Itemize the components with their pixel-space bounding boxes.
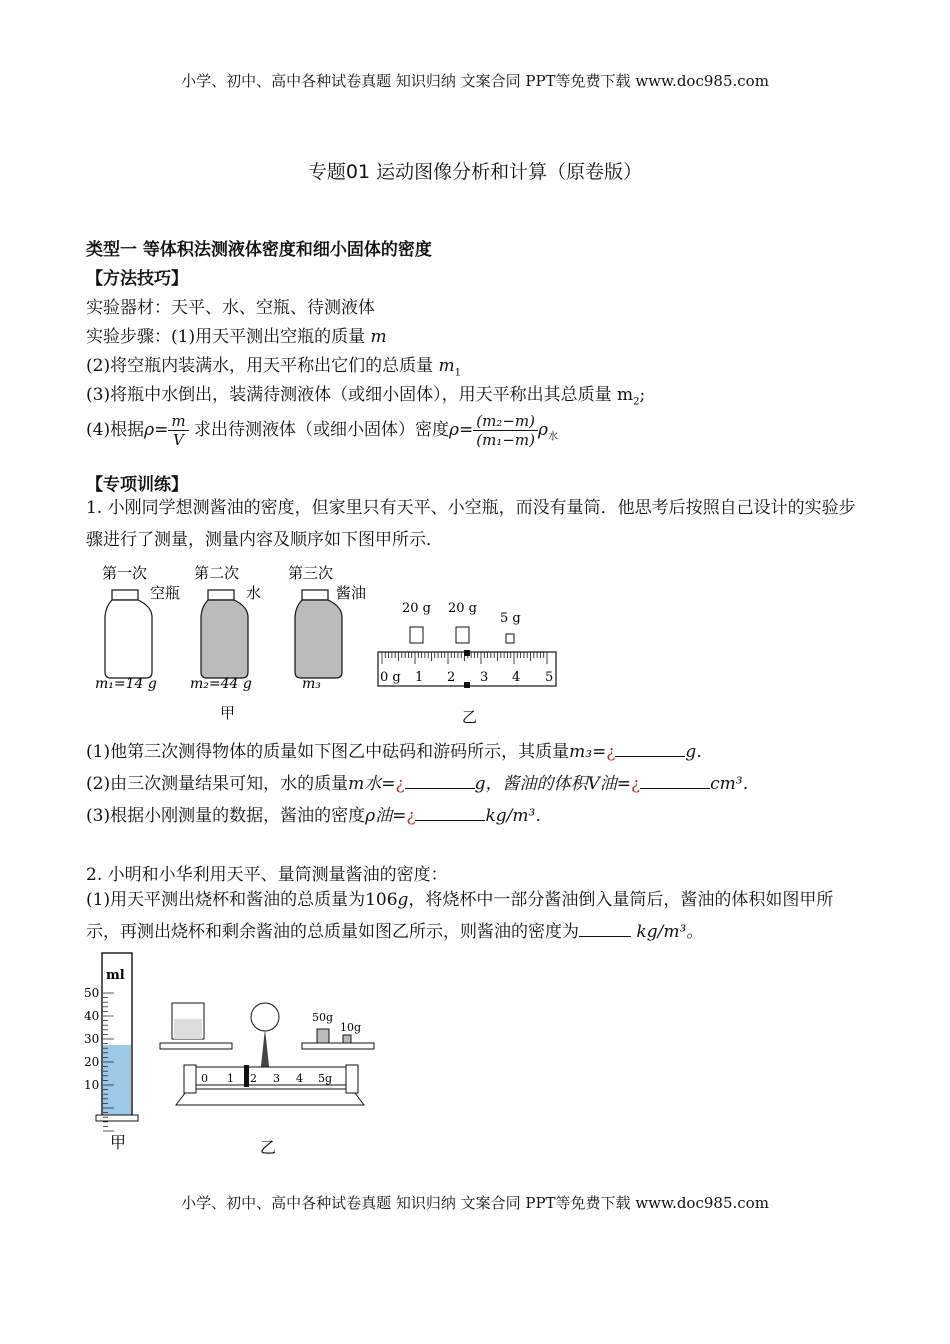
step4-mid: 求出待测液体（或细小固体）密度: [193, 420, 449, 440]
fig1-mass-1: m₁=14 g: [95, 676, 157, 692]
step4-frac-num: m: [168, 412, 188, 431]
step4-density-fraction: [473, 412, 538, 449]
fig2-rider: [244, 1065, 249, 1087]
section-heading: 类型一 等体积法测液体密度和细小固体的密度: [86, 240, 432, 260]
bottle-soy: [288, 564, 366, 692]
step4-fraction: [168, 412, 188, 449]
q1-sub2-mark: ¿: [395, 774, 405, 794]
q2-figure: [84, 945, 384, 1160]
step2-text: (2)将空瓶内装满水，用天平称出它们的总质量: [86, 356, 434, 376]
q1-sub2-var2: V油=: [587, 774, 632, 794]
step4-rho: ρ=: [144, 420, 169, 440]
fig1-bottle-label-1: 空瓶: [150, 584, 181, 602]
scale-tick-3: 3: [480, 670, 489, 685]
q2-sub1-unit: kg/m³。: [636, 922, 704, 942]
q1-sub2-unit2: cm³．: [710, 774, 760, 794]
q1-sub1: [86, 737, 713, 762]
page-header: 小学、初中、高中各种试卷真题 知识归纳 文案合同 PPT等免费下载 www.doc985.com: [181, 72, 769, 90]
graduated-cylinder: [84, 953, 138, 1152]
q1-sub2-blank-1[interactable]: [405, 774, 475, 789]
step4-rho2: ρ=: [448, 420, 474, 440]
q2-sub1-blank[interactable]: [579, 922, 631, 937]
fig1-mass-3: m₃: [302, 676, 321, 692]
fig2-scale-3: 3: [273, 1072, 280, 1085]
scale-tick-1: 1: [415, 670, 424, 685]
step1-var: m: [370, 327, 387, 347]
q1-sub2-mark2: ¿: [631, 774, 641, 794]
method-step2: [86, 351, 461, 378]
balance: [160, 1003, 374, 1157]
q1-sub3-text: (3)根据小刚测量的数据，酱油的密度: [86, 806, 366, 826]
bottle-empty: [95, 564, 180, 692]
cyl-tick-30: 30: [84, 1032, 100, 1046]
fig1-mass-2: m₂=44 g: [190, 676, 252, 692]
q1-stem: 1. 小刚同学想测酱油的密度，但家里只有天平、小空瓶，而没有量筒．他思考后按照自己设计的实验步骤进行了测量，测量内容及顺序如下图甲所示．: [86, 498, 856, 550]
q1-sub2: [86, 769, 760, 794]
fig1-bottle-label-3: 酱油: [336, 584, 367, 602]
q1-sub2-unit: g，酱油的体积: [474, 774, 588, 794]
rider-bottom: [464, 682, 470, 688]
q1-sub3-mark: ¿: [406, 806, 416, 826]
fig2-weight-50: 50g: [312, 1011, 334, 1024]
fig1-bottle-label-2: 水: [246, 584, 262, 602]
step4-den: (m₁−m): [476, 431, 535, 449]
q2-sub1-g: g: [397, 890, 409, 910]
rider-top: [464, 650, 470, 656]
fig1-weight-2: 20 g: [448, 601, 477, 616]
method-equipment: 实验器材：天平、水、空瓶、待测液体: [86, 298, 375, 318]
scale-tick-5: 5: [545, 670, 554, 685]
step3-sub: 2: [633, 396, 640, 408]
training-heading: 【专项训练】: [86, 475, 188, 495]
q1-sub1-text: (1)他第三次测得物体的质量如下图乙中砝码和游码所示，其质量: [86, 742, 570, 762]
fig2-scale-0: 0: [201, 1072, 208, 1085]
fig2-caption-left: 甲: [110, 1133, 127, 1152]
fig1-weight-3: 5 g: [500, 611, 521, 626]
cyl-tick-20: 20: [84, 1055, 100, 1069]
fig1-weight-1: 20 g: [402, 601, 431, 616]
step3-end: ;: [639, 385, 646, 405]
weight-20g-a: [410, 627, 423, 643]
fig2-scale-1: 1: [227, 1072, 234, 1085]
step4-tail-sub: 水: [547, 431, 558, 443]
fig1-label-2: 第二次: [194, 564, 240, 582]
step4-frac-den: V: [173, 431, 184, 449]
step4-prefix: (4)根据: [86, 420, 145, 440]
step3-text: (3)将瓶中水倒出，装满待测液体（或细小固体），用天平称出其总质量 m: [86, 385, 634, 405]
q1-sub1-unit: g．: [685, 742, 714, 762]
scale-tick-0: 0 g: [380, 670, 401, 685]
bottle-water: [190, 564, 261, 722]
weights-and-scale: [378, 601, 556, 726]
q1-sub1-var: m₃=: [569, 742, 607, 762]
weight-20g-b: [456, 627, 469, 643]
fig2-scale-5: 5g: [318, 1072, 333, 1085]
method-step4: [86, 412, 558, 449]
fig2-scale-4: 4: [296, 1072, 303, 1085]
fig1-label-1: 第一次: [102, 564, 148, 582]
cyl-tick-40: 40: [84, 1009, 100, 1023]
cylinder-unit: ml: [106, 968, 125, 983]
q1-sub2-blank-2[interactable]: [640, 774, 710, 789]
method-heading: 【方法技巧】: [86, 269, 188, 289]
cyl-tick-10: 10: [84, 1078, 100, 1092]
page-footer: 小学、初中、高中各种试卷真题 知识归纳 文案合同 PPT等免费下载 www.doc985.com: [181, 1194, 769, 1212]
q2-stem: 2. 小明和小华利用天平、量筒测量酱油的密度：: [86, 865, 448, 885]
q1-sub2-text: (2)由三次测量结果可知，水的质量: [86, 774, 349, 794]
q1-sub1-mark: ¿: [606, 742, 616, 762]
q1-sub1-blank[interactable]: [615, 742, 685, 757]
q1-figure: [90, 560, 570, 730]
q2-sub1: [86, 884, 866, 948]
scale-tick-2: 2: [447, 670, 456, 685]
q1-sub3-unit: kg/m³．: [485, 806, 553, 826]
weight-5g: [506, 634, 514, 643]
step2-var: m: [438, 356, 455, 376]
q1-sub3-blank[interactable]: [415, 806, 485, 821]
step1-text: 实验步骤：(1)用天平测出空瓶的质量: [86, 327, 366, 347]
cylinder-liquid: [103, 1045, 131, 1115]
step2-sub: 1: [454, 367, 461, 379]
q1-sub3: [86, 801, 552, 826]
q2-sub1-text-a: (1)用天平测出烧杯和酱油的总质量为106: [86, 890, 398, 910]
q1-sub2-var: m水=: [348, 774, 396, 794]
fig1-label-3: 第三次: [288, 564, 334, 582]
fig2-scale-2: 2: [250, 1072, 257, 1085]
page-title: 专题01 运动图像分析和计算（原卷版）: [307, 161, 643, 183]
step4-num: (m₂−m): [473, 412, 538, 431]
fig1-caption-right: 乙: [462, 708, 478, 726]
step4-tail: ρ: [537, 420, 548, 440]
cyl-tick-50: 50: [84, 986, 100, 1000]
method-step3: [86, 380, 645, 407]
q2-sub1-text-b: ，将烧杯中一部分酱油倒入量筒后，酱油的体积如图甲所示，再测出烧杯和剩余酱油的总质量如图乙所示，则酱油的密度为: [86, 890, 834, 942]
fig2-weight-10: 10g: [340, 1021, 362, 1034]
q1-sub3-var: ρ油=: [365, 806, 407, 826]
fig1-caption-left: 甲: [220, 704, 236, 722]
method-step1: [86, 322, 387, 347]
scale-tick-4: 4: [512, 670, 521, 685]
fig2-caption-right: 乙: [260, 1138, 277, 1157]
